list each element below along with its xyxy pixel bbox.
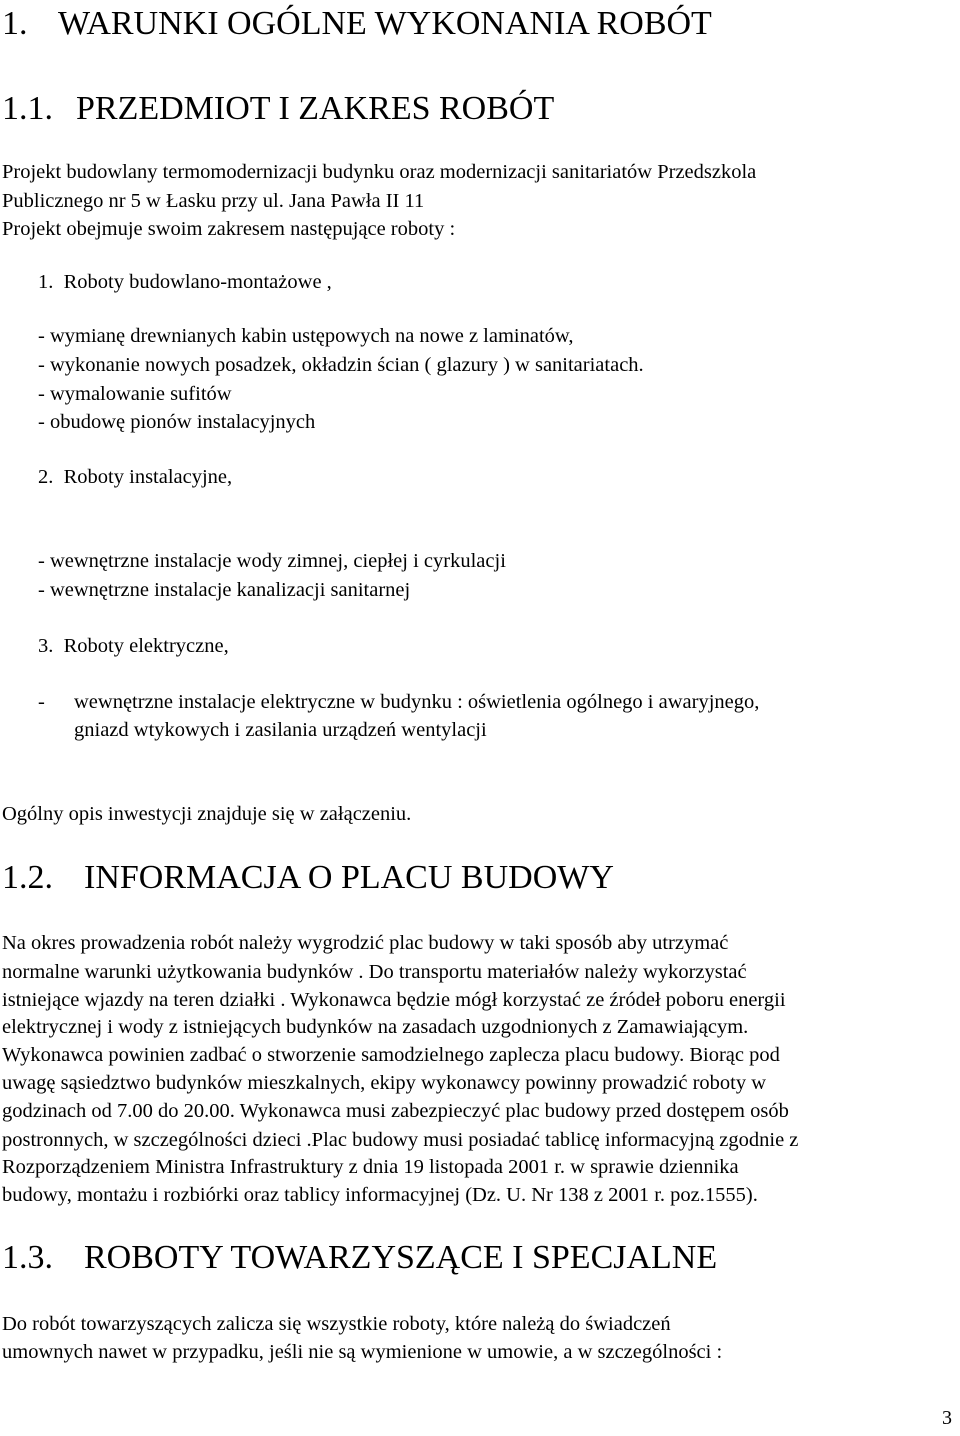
- group-heading: 1. Roboty budowlano-montażowe ,: [38, 271, 332, 293]
- list-item: - wymalowanie sufitów: [38, 383, 232, 405]
- investment-note: Ogólny opis inwestycji znajduje się w załączeniu.: [2, 803, 412, 825]
- list-dash: -: [38, 691, 45, 713]
- intro-line: Projekt budowlany termomodernizacji budynku oraz modernizacji sanitariatów Przedszkola: [2, 161, 757, 183]
- section-1-number: 1.: [2, 5, 28, 42]
- paragraph-line: Do robót towarzyszących zalicza się wszystkie roboty, które należą do świadczeń: [2, 1313, 671, 1335]
- section-1-3-title: ROBOTY TOWARZYSZĄCE I SPECJALNE: [84, 1239, 718, 1276]
- section-1-2-number: 1.2.: [2, 859, 53, 896]
- paragraph-line: istniejące wjazdy na teren działki . Wykonawca będzie mógł korzystać ze źródeł poboru energii: [2, 989, 786, 1011]
- paragraph-line: umownych nawet w przypadku, jeśli nie są wymienione w umowie, a w szczególności :: [2, 1341, 723, 1363]
- list-item: - obudowę pionów instalacyjnych: [38, 411, 316, 433]
- paragraph-line: uwagę sąsiedztwo budynków mieszkalnych, ekipy wykonawcy powinny prowadzić roboty w: [2, 1072, 767, 1094]
- paragraph-line: budowy, montażu i rozbiórki oraz tablicy informacyjnej (Dz. U. Nr 138 z 2001 r. poz.1555).: [2, 1184, 758, 1206]
- paragraph-line: Na okres prowadzenia robót należy wygrodzić plac budowy w taki sposób aby utrzymać: [2, 932, 729, 954]
- section-1-1-title: PRZEDMIOT I ZAKRES ROBÓT: [76, 90, 555, 127]
- list-item: gniazd wtykowych i zasilania urządzeń wentylacji: [74, 719, 487, 741]
- intro-line: Publicznego nr 5 w Łasku przy ul. Jana Pawła II 11: [2, 190, 425, 212]
- list-item: - wewnętrzne instalacje kanalizacji sanitarnej: [38, 579, 411, 601]
- paragraph-line: normalne warunki użytkowania budynków . Do transportu materiałów należy wykorzystać: [2, 961, 747, 983]
- section-1-3-number: 1.3.: [2, 1239, 53, 1276]
- list-item: - wykonanie nowych posadzek, okładzin ścian ( glazury ) w sanitariatach.: [38, 354, 644, 376]
- section-1-2-title: INFORMACJA O PLACU BUDOWY: [84, 859, 614, 896]
- group-heading: 2. Roboty instalacyjne,: [38, 466, 233, 488]
- intro-line: Projekt obejmuje swoim zakresem następujące roboty :: [2, 218, 456, 240]
- paragraph-line: godzinach od 7.00 do 20.00. Wykonawca musi zabezpieczyć plac budowy przed dostępem osób: [2, 1100, 789, 1122]
- list-item: - wewnętrzne instalacje wody zimnej, ciepłej i cyrkulacji: [38, 550, 506, 572]
- section-1-title: WARUNKI OGÓLNE WYKONANIA ROBÓT: [58, 5, 712, 42]
- group-heading: 3. Roboty elektryczne,: [38, 635, 229, 657]
- list-item: - wymianę drewnianych kabin ustępowych na nowe z laminatów,: [38, 325, 574, 347]
- page-number: 3: [942, 1407, 952, 1429]
- section-1-1-number: 1.1.: [2, 90, 53, 127]
- paragraph-line: elektrycznej i wody z istniejących budynków na zasadach uzgodnionych z Zamawiającym.: [2, 1016, 749, 1038]
- list-item: wewnętrzne instalacje elektryczne w budynku : oświetlenia ogólnego i awaryjnego,: [74, 691, 760, 713]
- paragraph-line: postronnych, w szczególności dzieci .Plac budowy musi posiadać tablicę informacyjną zgodnie z: [2, 1129, 799, 1151]
- paragraph-line: Wykonawca powinien zadbać o stworzenie samodzielnego zaplecza placu budowy. Biorąc pod: [2, 1044, 780, 1066]
- paragraph-line: Rozporządzeniem Ministra Infrastruktury z dnia 19 listopada 2001 r. w sprawie dziennika: [2, 1156, 739, 1178]
